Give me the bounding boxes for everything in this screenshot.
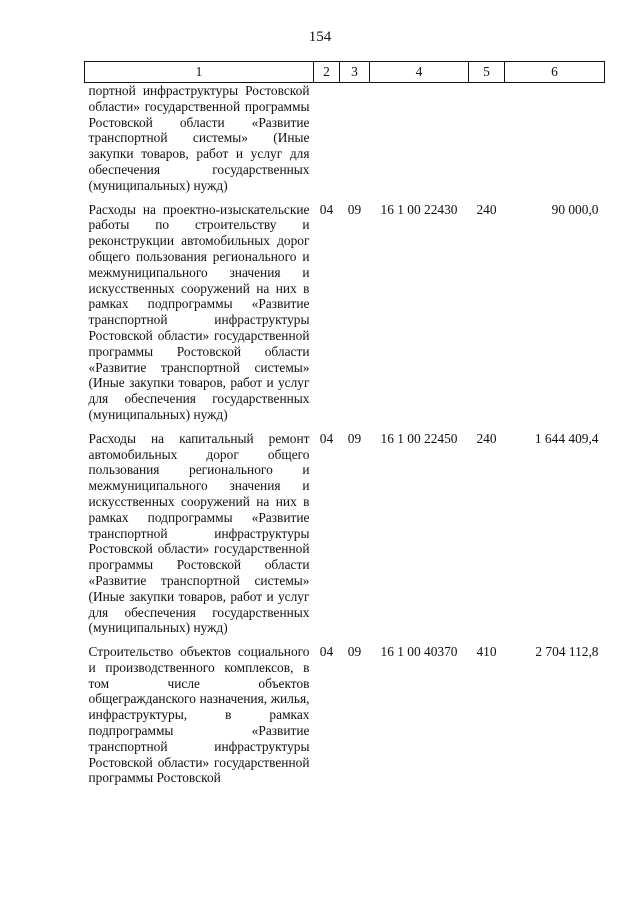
row-description: Расходы на капитальный ремонт автомобильных дорог общего пользования регионального и межмуниципального значения и искусственных сооружений на них в рамках подпрограммы «Развитие транспортной инфраструктуры Ростовской области» государственной программы Ростовской области «Развитие транспортной системы» (Иные закупки товаров, работ и услуг для обеспечения государственных (муниципальных) нужд) <box>88 430 310 636</box>
row-subsection <box>340 83 370 194</box>
table-header <box>85 62 605 83</box>
row-amount <box>505 83 605 194</box>
row-target-article: 16 1 00 22430 <box>380 201 458 217</box>
header-col-2: 2 <box>314 62 340 83</box>
header-col-1: 1 <box>85 62 314 83</box>
row-section: 04 <box>319 201 334 217</box>
row-subsection: 09 <box>347 201 362 217</box>
table-row <box>85 83 605 194</box>
header-col-6: 6 <box>505 62 605 83</box>
row-subsection: 09 <box>347 644 362 660</box>
row-amount: 90 000,0 <box>551 201 599 217</box>
row-expense-type: 240 <box>476 201 497 217</box>
row-expense-type <box>469 83 505 194</box>
header-col-4: 4 <box>370 62 469 83</box>
header-col-3: 3 <box>340 62 370 83</box>
row-section: 04 <box>319 644 334 660</box>
table-row <box>85 194 605 423</box>
row-amount: 1 644 409,4 <box>534 430 599 446</box>
row-target-article: 16 1 00 40370 <box>380 644 458 660</box>
row-target-article <box>370 83 469 194</box>
table-row <box>85 636 605 786</box>
row-section: 04 <box>319 430 334 446</box>
page-number: 154 <box>308 29 332 45</box>
header-row <box>85 62 605 83</box>
row-expense-type: 240 <box>476 430 497 446</box>
row-description: Расходы на проектно-изыскательские работы по строительству и реконструкции автомобильных дорог общего пользования регионального и межмуниципального значения и искусственных сооружений на них в рамках подпрограммы «Развитие транспортной инфраструктуры Ростовской области» государственной программы Ростовской области «Развитие транспортной системы» (Иные закупки товаров, работ и услуг для обеспечения государственных (муниципальных) нужд) <box>88 201 310 422</box>
table-row <box>85 423 605 636</box>
row-amount: 2 704 112,8 <box>535 644 599 660</box>
row-description: портной инфраструктуры Ростовской области» государственной программы Ростовской области «Развитие транспортной системы» (Иные закупки товаров, работ и услуг для обеспечения государственных (муниципальных) нужд) <box>88 83 310 193</box>
row-subsection: 09 <box>347 430 362 446</box>
row-description: Строительство объектов социального и производственного комплексов, в том числе объектов общегражданского назначения, жилья, инфраструктуры, в рамках подпрограммы «Развитие транспортной инфраструктуры Ростовской области» государственной программы Ростовской <box>88 644 310 786</box>
row-section <box>314 83 340 194</box>
table-body <box>85 83 605 787</box>
row-expense-type: 410 <box>476 644 497 660</box>
row-target-article: 16 1 00 22450 <box>380 430 458 446</box>
header-col-5: 5 <box>469 62 505 83</box>
budget-table <box>84 61 605 786</box>
